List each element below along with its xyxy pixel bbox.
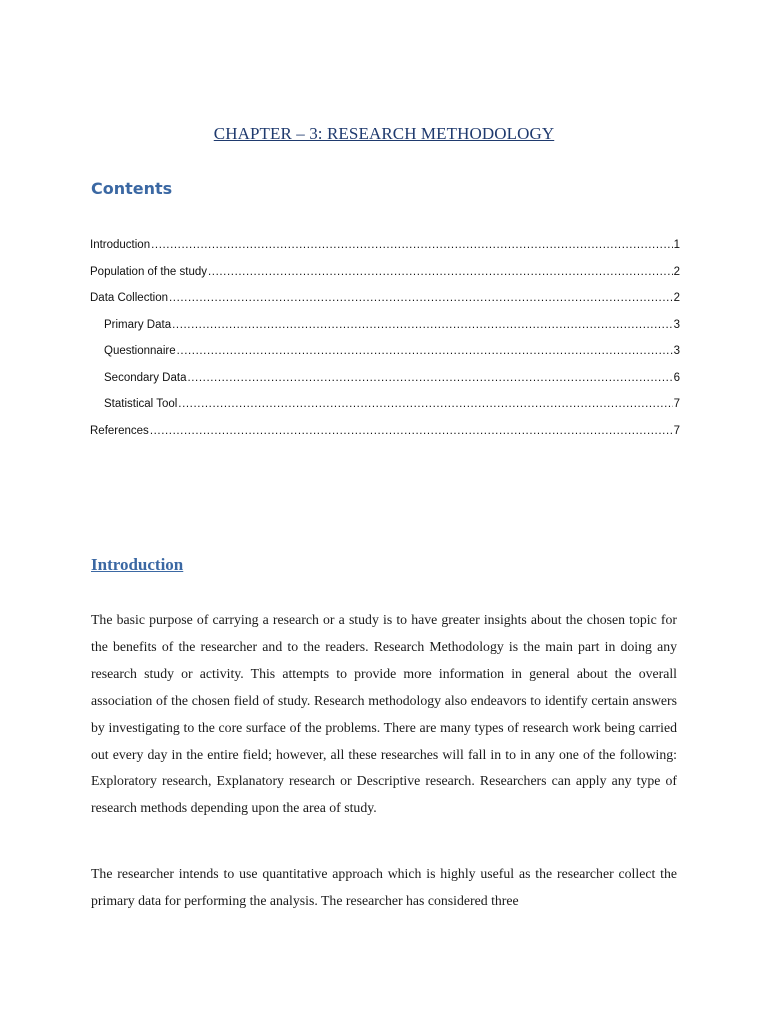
- body-paragraph: The researcher intends to use quantitative approach which is highly useful as the researcher collect the primary data for performing the analysis. The researcher has considered three: [91, 866, 677, 908]
- contents-heading: Contents: [91, 179, 173, 198]
- toc-dot-leader: [151, 237, 672, 253]
- toc-page-number: 2: [673, 265, 680, 278]
- toc-page-number: 7: [673, 424, 680, 437]
- toc-entry-label: Statistical Tool: [104, 398, 178, 410]
- toc-dot-leader: [187, 370, 672, 386]
- toc-page-number: 3: [673, 345, 680, 357]
- toc-entry-label: Data Collection: [90, 292, 168, 304]
- toc-page-number: 3: [673, 318, 680, 331]
- toc-entry-label: Secondary Data: [104, 371, 187, 384]
- toc-entry-label: Introduction: [90, 239, 151, 251]
- toc-dot-leader: [208, 264, 673, 280]
- toc-page-number: 1: [673, 239, 680, 251]
- toc-dot-leader: [169, 290, 673, 306]
- toc-entry-label: References: [90, 424, 149, 437]
- toc-entry-label: Questionnaire: [104, 345, 176, 357]
- toc-page-number: 7: [673, 398, 680, 410]
- toc-entry-introduction[interactable]: [90, 237, 680, 264]
- toc-entry-primary-data[interactable]: [90, 317, 680, 344]
- toc-entry-label: Population of the study: [90, 265, 207, 278]
- table-of-contents: [90, 237, 680, 449]
- toc-dot-leader: [178, 396, 672, 412]
- toc-entry-population-of-the-study[interactable]: [90, 264, 680, 291]
- toc-dot-leader: [172, 317, 672, 333]
- toc-dot-leader: [177, 343, 673, 359]
- toc-entry-references[interactable]: [90, 423, 680, 450]
- toc-page-number: 2: [673, 292, 680, 304]
- toc-entry-statistical-tool[interactable]: [90, 396, 680, 423]
- toc-entry-secondary-data[interactable]: [90, 370, 680, 397]
- toc-entry-label: Primary Data: [104, 318, 172, 331]
- body-paragraph: The basic purpose of carrying a research or a study is to have greater insights about the chosen topic for the benefits of the researcher and to the readers. Research Methodology is the main part in doing any research study or activity. This attempts to provide more information in general about the overall association of the chosen field of study. Research methodology also endeavors to identify certain answers by investigating to the core surface of the problems. There are many types of research work being carried out every day in the entire field; however, all these researches will fall in to in any one of the following: Exploratory research, Explanatory research or Descriptive research. Researchers can apply any type of research methods depending upon the area of study.: [91, 612, 677, 816]
- introduction-heading: Introduction: [91, 555, 184, 574]
- chapter-title: CHAPTER – 3: RESEARCH METHODOLOGY: [213, 124, 555, 143]
- toc-entry-data-collection[interactable]: [90, 290, 680, 317]
- toc-entry-questionnaire[interactable]: [90, 343, 680, 370]
- toc-dot-leader: [150, 423, 673, 439]
- toc-page-number: 6: [673, 371, 680, 384]
